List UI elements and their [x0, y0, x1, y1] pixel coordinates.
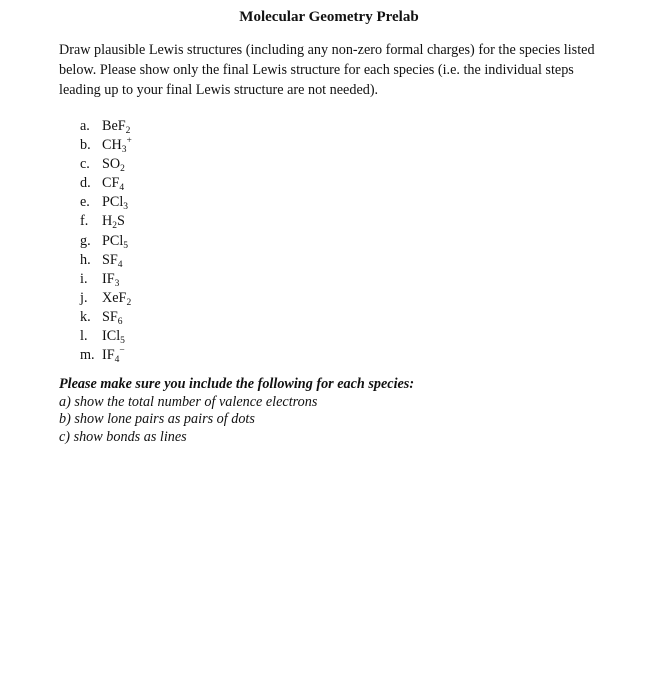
formula-subscript: 4	[117, 259, 123, 270]
species-formula	[102, 136, 132, 156]
species-formula	[102, 156, 125, 175]
formula-subscript: 6	[117, 316, 123, 327]
formula-charge: +	[126, 136, 132, 147]
species-formula	[102, 175, 125, 194]
instruction-item: b) show lone pairs as pairs of dots	[59, 411, 255, 427]
formula-symbol: SO	[102, 156, 121, 173]
species-item	[80, 327, 132, 346]
species-letter: d.	[80, 175, 91, 192]
species-item	[80, 155, 132, 174]
species-formula	[102, 233, 128, 249]
formula-symbol: PCl	[102, 232, 124, 249]
formula-subscript: 3	[121, 145, 127, 156]
species-letter: m.	[80, 347, 95, 364]
formula-symbol: SF	[102, 308, 118, 325]
species-formula	[102, 290, 131, 306]
formula-subscript: 2	[120, 164, 125, 175]
formula-symbol: S	[117, 213, 125, 230]
species-letter: k.	[80, 308, 91, 325]
formula-subscript: 4	[114, 355, 120, 366]
species-letter: g.	[80, 232, 91, 249]
formula-symbol: BeF	[102, 118, 126, 134]
species-formula	[102, 346, 125, 366]
formula-subscript: 3	[114, 278, 120, 289]
species-item	[80, 251, 132, 270]
species-letter: a.	[80, 118, 90, 134]
species-item	[80, 136, 132, 155]
instruction-item: a) show the total number of valence electrons	[59, 393, 318, 410]
species-list	[80, 117, 132, 365]
formula-symbol: XeF	[102, 289, 127, 306]
species-letter: i.	[80, 270, 88, 287]
formula-symbol: PCl	[102, 194, 124, 211]
page-title: Molecular Geometry Prelab	[239, 9, 419, 25]
formula-symbol: H	[102, 213, 113, 230]
species-letter: c.	[80, 156, 90, 173]
species-item	[80, 346, 132, 365]
instructions-block	[59, 376, 414, 446]
species-letter: j.	[80, 289, 88, 306]
species-formula	[102, 328, 125, 347]
species-formula	[102, 271, 119, 287]
species-item	[80, 308, 132, 327]
species-item	[80, 193, 132, 212]
species-letter: h.	[80, 251, 91, 268]
formula-charge: −	[119, 346, 125, 357]
species-item	[80, 232, 132, 251]
species-formula	[102, 194, 129, 213]
formula-subscript: 3	[123, 202, 129, 213]
formula-subscript: 5	[123, 240, 129, 251]
formula-subscript: 4	[119, 183, 125, 194]
formula-symbol: CF	[102, 175, 120, 192]
formula-subscript: 2	[126, 297, 132, 308]
species-item	[80, 212, 132, 231]
species-item	[80, 270, 132, 289]
species-formula	[102, 309, 123, 325]
species-formula	[102, 213, 125, 232]
formula-subscript: 2	[112, 221, 117, 232]
intro-paragraph: Draw plausible Lewis structures (including any non-zero formal charges) for the species listed below. Please show only the final Lewis structure for each species (i.e. the individual steps leading up to your final Lewis structure are not needed).	[59, 42, 595, 98]
species-letter: f.	[80, 213, 89, 230]
species-letter: e.	[80, 194, 90, 211]
formula-subscript: 5	[120, 336, 125, 347]
species-item	[80, 174, 132, 193]
species-letter: l.	[80, 328, 88, 345]
species-formula	[102, 118, 130, 134]
formula-symbol: IF	[102, 347, 115, 364]
species-item	[80, 289, 132, 308]
instruction-item: c) show bonds as lines	[59, 428, 187, 445]
formula-symbol: SF	[102, 251, 118, 268]
formula-symbol: ICl	[102, 328, 121, 345]
formula-subscript: 2	[125, 126, 131, 136]
species-item	[80, 117, 132, 136]
formula-symbol: IF	[102, 270, 115, 287]
instructions-heading: Please make sure you include the following for each species:	[59, 376, 415, 392]
species-letter: b.	[80, 137, 91, 154]
formula-symbol: CH	[102, 137, 122, 154]
species-formula	[102, 252, 123, 268]
